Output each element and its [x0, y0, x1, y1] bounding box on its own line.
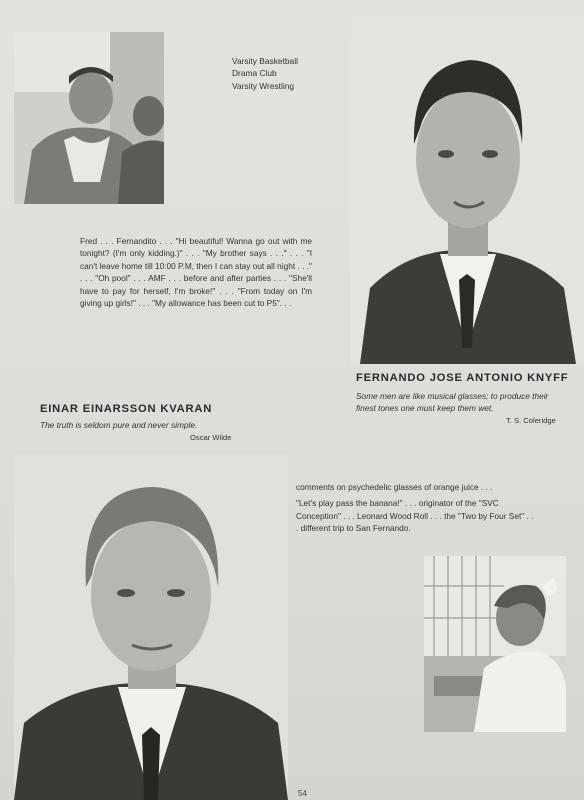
einar-name: EINAR EINARSSON KVARAN — [40, 403, 213, 415]
fernando-name: FERNANDO JOSE ANTONIO KNYFF — [356, 372, 569, 384]
activity-item: Varsity Wrestling — [232, 80, 295, 91]
einar-quote: The truth is seldom pure and never simple. — [40, 420, 198, 430]
fernando-quote-attribution: T. S. Coleridge — [506, 416, 556, 425]
page-number: 54 — [298, 789, 307, 798]
einar-bio-line: comments on psychedelic glasses of orange juice . . . — [296, 482, 493, 492]
einar-bio — [296, 481, 536, 539]
candid-basketball-photo — [14, 32, 164, 204]
fernando-portrait-photo — [350, 18, 584, 364]
fred-bio: Fred . . . Fernandito . . . "Hi beautiful! Wanna go out with me tonight? (I'm only kidding.)" . . . "My brother says . . ." . . . "I can't leave home till 10:00 P.M, then I can stay out all night . . ." . . . "Oh pool" . . . AMF . . . before and after parties . . . "She'll have to pay for herself, I'm broke!" . . . "From today on I'm giving up girls!" . . . "My allowance has been cut to P5". . . — [80, 236, 312, 309]
einar-bio-line: "Let's play pass the banana!" . . . originator of the "SVC Conception" . . . Leonard Wood Roll . . . the "Two by Four Set" . . . different trip to San Fernando. — [296, 498, 534, 534]
einar-portrait-photo — [14, 455, 288, 800]
fernando-quote: Some men are like musical glasses; to produce their finest tones one must keep them wet. — [356, 391, 549, 413]
activity-item: Varsity Basketball — [232, 56, 298, 66]
activity-item: Drama Club — [232, 68, 277, 79]
candid-office-photo — [424, 556, 566, 732]
einar-quote-attribution: Oscar Wilde — [190, 433, 232, 442]
activities-list — [232, 55, 298, 92]
